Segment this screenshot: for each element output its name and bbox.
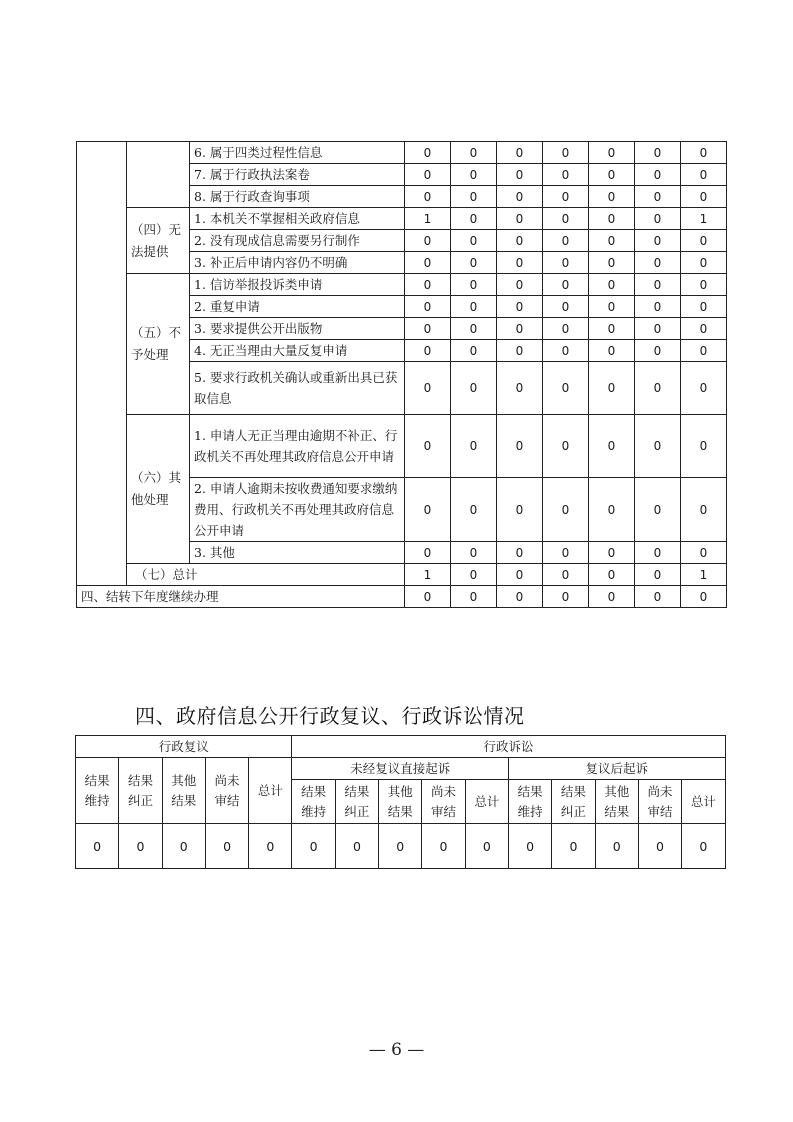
- group-label: （六）其他处理: [127, 415, 190, 564]
- page-number: — 6 —: [368, 1040, 425, 1060]
- value-cell: 0: [635, 296, 681, 318]
- total-value-cell: 0: [497, 564, 543, 586]
- value-cell: 0: [497, 362, 543, 415]
- value-cell: 0: [405, 542, 451, 564]
- value-cell: 0: [589, 164, 635, 186]
- row-label: 3. 其他: [190, 542, 405, 564]
- value-cell: 0: [405, 478, 451, 542]
- row-label: 3. 要求提供公开出版物: [190, 318, 405, 340]
- row-label: 2. 重复申请: [190, 296, 405, 318]
- value-cell: 0: [681, 274, 727, 296]
- column-header-line: 结果: [301, 783, 327, 799]
- after-review-suit-header: 复议后起诉: [508, 758, 725, 780]
- value-cell: 0: [405, 415, 451, 478]
- value-cell: 0: [497, 318, 543, 340]
- value-cell: 0: [681, 142, 727, 164]
- value-cell: 0: [589, 208, 635, 230]
- column-header-line: 尚未: [647, 783, 673, 799]
- value-cell: 0: [451, 415, 497, 478]
- value-cell: 0: [292, 824, 335, 869]
- value-cell: 0: [451, 252, 497, 274]
- column-header-line: 总计: [474, 793, 500, 809]
- row-label: 4. 无正当理由大量反复申请: [190, 340, 405, 362]
- disposition-table: [76, 141, 727, 608]
- row-label: 2. 申请人逾期未按收费通知要求缴纳费用、行政机关不再处理其政府信息公开申请: [190, 478, 405, 542]
- value-cell: 0: [405, 318, 451, 340]
- value-cell: 0: [451, 542, 497, 564]
- value-cell: 0: [465, 824, 508, 869]
- value-cell: 0: [682, 824, 725, 869]
- value-cell: 0: [543, 208, 589, 230]
- table-row: [77, 415, 727, 478]
- total-row: [77, 564, 727, 586]
- value-cell: 0: [543, 186, 589, 208]
- column-header: [422, 780, 465, 824]
- value-cell: 1: [405, 208, 451, 230]
- value-cell: 0: [497, 164, 543, 186]
- value-cell: 0: [119, 824, 162, 869]
- column-header: [508, 780, 551, 824]
- value-cell: 0: [589, 186, 635, 208]
- value-cell: 0: [497, 542, 543, 564]
- value-cell: 0: [543, 274, 589, 296]
- value-cell: 0: [681, 340, 727, 362]
- column-header-line: 审结: [214, 792, 240, 808]
- value-cell: 0: [451, 274, 497, 296]
- column-header-line: 其他: [604, 783, 630, 799]
- value-cell: 0: [681, 164, 727, 186]
- column-header-line: 纠正: [560, 803, 586, 819]
- column-header-line: 尚未: [214, 772, 240, 788]
- column-header: [119, 758, 162, 824]
- table-row: [77, 142, 727, 164]
- value-cell: 0: [635, 318, 681, 340]
- value-cell: 0: [405, 252, 451, 274]
- value-cell: 0: [405, 230, 451, 252]
- column-header-line: 总计: [690, 793, 716, 809]
- section-title: 四、政府信息公开行政复议、行政诉讼情况: [135, 704, 525, 728]
- column-header: [292, 780, 335, 824]
- value-cell: 0: [451, 186, 497, 208]
- value-cell: 0: [589, 318, 635, 340]
- value-cell: 0: [543, 478, 589, 542]
- value-cell: 0: [589, 252, 635, 274]
- value-cell: 0: [552, 824, 595, 869]
- value-cell: 0: [543, 340, 589, 362]
- table-row: [77, 274, 727, 296]
- column-header: [379, 780, 422, 824]
- carryover-label: 四、结转下年度继续办理: [77, 586, 405, 608]
- value-cell: 0: [681, 252, 727, 274]
- column-header-line: 结果: [344, 783, 370, 799]
- value-cell: 0: [497, 186, 543, 208]
- review-header: 行政复议: [76, 736, 292, 758]
- value-cell: 0: [635, 164, 681, 186]
- row-label: 7. 属于行政执法案卷: [190, 164, 405, 186]
- column-header: [465, 780, 508, 824]
- value-cell: 0: [635, 230, 681, 252]
- value-cell: 0: [681, 415, 727, 478]
- value-cell: 0: [543, 318, 589, 340]
- value-cell: 0: [543, 415, 589, 478]
- value-cell: 0: [589, 340, 635, 362]
- value-cell: 0: [451, 164, 497, 186]
- row-label: 1. 信访举报投诉类申请: [190, 274, 405, 296]
- direct-suit-header: 未经复议直接起诉: [292, 758, 508, 780]
- group-label: （五）不予处理: [127, 274, 190, 415]
- value-cell: 1: [681, 208, 727, 230]
- value-cell: 0: [451, 362, 497, 415]
- value-cell: 0: [635, 274, 681, 296]
- value-cell: 0: [589, 542, 635, 564]
- carryover-row: [77, 586, 727, 608]
- column-header-line: 尚未: [431, 783, 457, 799]
- value-cell: 0: [497, 252, 543, 274]
- column-header: [162, 758, 205, 824]
- value-cell: 0: [379, 824, 422, 869]
- value-cell: 0: [635, 208, 681, 230]
- outer-category-cell: [77, 142, 127, 586]
- group-cell-continued: [127, 142, 190, 208]
- value-cell: 0: [589, 362, 635, 415]
- value-cell: 0: [543, 230, 589, 252]
- carryover-value-cell: 0: [543, 586, 589, 608]
- value-cell: 0: [405, 296, 451, 318]
- row-label: 8. 属于行政查询事项: [190, 186, 405, 208]
- column-header-line: 纠正: [344, 803, 370, 819]
- value-cell: 0: [451, 478, 497, 542]
- column-header-line: 结果: [387, 803, 413, 819]
- column-header-line: 纠正: [127, 792, 153, 808]
- review-litigation-table: [75, 735, 726, 869]
- row-label: 5. 要求行政机关确认或重新出具已获取信息: [190, 362, 405, 415]
- value-cell: 0: [249, 824, 292, 869]
- value-cell: 0: [497, 340, 543, 362]
- column-header: [552, 780, 595, 824]
- value-cell: 0: [335, 824, 378, 869]
- value-cell: 0: [451, 208, 497, 230]
- value-cell: 0: [543, 252, 589, 274]
- column-header: [682, 780, 725, 824]
- column-header-line: 结果: [171, 792, 197, 808]
- value-cell: 0: [635, 362, 681, 415]
- row-label: 1. 申请人无正当理由逾期不补正、行政机关不再处理其政府信息公开申请: [190, 415, 405, 478]
- value-cell: 0: [543, 142, 589, 164]
- total-value-cell: 0: [635, 564, 681, 586]
- column-header-line: 结果: [560, 783, 586, 799]
- value-cell: 0: [681, 296, 727, 318]
- row-label: 3. 补正后申请内容仍不明确: [190, 252, 405, 274]
- value-cell: 0: [451, 142, 497, 164]
- value-cell: 0: [635, 142, 681, 164]
- row-label: 2. 没有现成信息需要另行制作: [190, 230, 405, 252]
- column-header-line: 结果: [517, 783, 543, 799]
- column-header: [249, 758, 292, 824]
- value-cell: 0: [405, 142, 451, 164]
- value-cell: 0: [681, 542, 727, 564]
- value-cell: 0: [595, 824, 638, 869]
- value-cell: 0: [508, 824, 551, 869]
- column-header: [595, 780, 638, 824]
- value-cell: 0: [635, 478, 681, 542]
- carryover-value-cell: 0: [589, 586, 635, 608]
- carryover-value-cell: 0: [405, 586, 451, 608]
- value-cell: 0: [589, 415, 635, 478]
- value-cell: 0: [635, 415, 681, 478]
- value-cell: 0: [451, 318, 497, 340]
- value-cell: 0: [589, 142, 635, 164]
- value-cell: 0: [497, 274, 543, 296]
- carryover-value-cell: 0: [681, 586, 727, 608]
- value-cell: 0: [451, 296, 497, 318]
- column-header: [638, 780, 681, 824]
- value-cell: 0: [589, 478, 635, 542]
- group-label: （四）无法提供: [127, 208, 190, 274]
- total-value-cell: 1: [405, 564, 451, 586]
- value-cell: 0: [405, 362, 451, 415]
- column-header-line: 维持: [301, 803, 327, 819]
- value-cell: 0: [497, 296, 543, 318]
- total-value-cell: 0: [451, 564, 497, 586]
- column-header-line: 结果: [127, 772, 153, 788]
- value-cell: 0: [451, 340, 497, 362]
- value-cell: 0: [497, 208, 543, 230]
- column-header: [205, 758, 248, 824]
- value-cell: 0: [497, 142, 543, 164]
- total-value-cell: 0: [543, 564, 589, 586]
- value-cell: 0: [205, 824, 248, 869]
- carryover-value-cell: 0: [497, 586, 543, 608]
- table-row: [77, 208, 727, 230]
- value-cell: 0: [681, 318, 727, 340]
- total-label: （七）总计: [127, 564, 405, 586]
- column-header-line: 结果: [84, 772, 110, 788]
- column-header-line: 维持: [517, 803, 543, 819]
- value-cell: 0: [635, 186, 681, 208]
- carryover-value-cell: 0: [635, 586, 681, 608]
- row-label: 6. 属于四类过程性信息: [190, 142, 405, 164]
- value-cell: 0: [543, 542, 589, 564]
- value-cell: 0: [497, 478, 543, 542]
- total-value-cell: 0: [589, 564, 635, 586]
- value-cell: 0: [589, 274, 635, 296]
- value-cell: 0: [76, 824, 119, 869]
- litigation-header: 行政诉讼: [292, 736, 725, 758]
- value-cell: 0: [589, 230, 635, 252]
- value-cell: 0: [635, 252, 681, 274]
- total-value-cell: 1: [681, 564, 727, 586]
- value-cell: 0: [638, 824, 681, 869]
- value-cell: 0: [422, 824, 465, 869]
- value-cell: 0: [543, 164, 589, 186]
- value-cell: 0: [589, 296, 635, 318]
- value-cell: 0: [405, 186, 451, 208]
- value-cell: 0: [497, 230, 543, 252]
- value-cell: 0: [635, 340, 681, 362]
- column-header-line: 总计: [257, 782, 283, 798]
- value-cell: 0: [635, 542, 681, 564]
- value-cell: 0: [681, 362, 727, 415]
- value-cell: 0: [497, 415, 543, 478]
- value-cell: 0: [681, 186, 727, 208]
- column-header-line: 其他: [171, 772, 197, 788]
- row-label: 1. 本机关不掌握相关政府信息: [190, 208, 405, 230]
- value-cell: 0: [405, 340, 451, 362]
- carryover-value-cell: 0: [451, 586, 497, 608]
- value-cell: 0: [405, 164, 451, 186]
- value-cell: 0: [543, 296, 589, 318]
- column-header: [335, 780, 378, 824]
- value-cell: 0: [451, 230, 497, 252]
- value-cell: 0: [162, 824, 205, 869]
- value-cell: 0: [681, 230, 727, 252]
- value-cell: 0: [405, 274, 451, 296]
- column-header-line: 维持: [84, 792, 110, 808]
- column-header-line: 结果: [604, 803, 630, 819]
- column-header-line: 其他: [387, 783, 413, 799]
- column-header: [76, 758, 119, 824]
- column-header-line: 审结: [647, 803, 673, 819]
- value-cell: 0: [681, 478, 727, 542]
- column-header-line: 审结: [431, 803, 457, 819]
- value-cell: 0: [543, 362, 589, 415]
